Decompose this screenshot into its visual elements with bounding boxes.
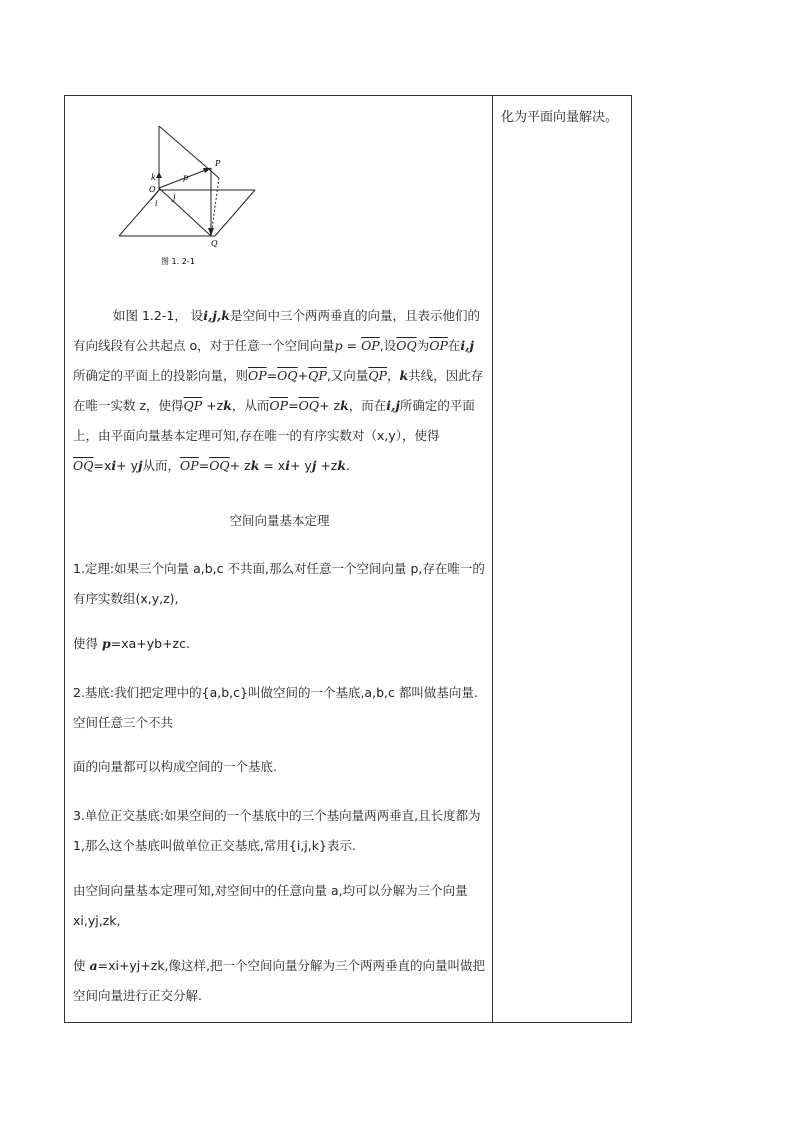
label-j: j: [173, 193, 176, 202]
basis-definition: 2.基底:我们把定理中的{a,b,c}叫做空间的一个基底,a,b,c 都叫做基向量.空间任意三个不共: [73, 685, 478, 730]
label-O: O: [149, 185, 156, 194]
label-Q: Q: [211, 239, 218, 248]
label-i: i: [155, 199, 158, 208]
column-divider: [492, 96, 493, 1022]
label-k: k: [151, 173, 156, 182]
orthonormal-basis-definition: 3.单位正交基底:如果空间的一个基底中的三个基向量两两垂直,且长度都为 1,那么这个基底叫做单位正交基底,常用{i,j,k}表示.: [73, 808, 481, 853]
side-note: 化为平面向量解决。: [501, 110, 619, 125]
basis-definition-cont: 面的向量都可以构成空间的一个基底.: [73, 759, 277, 774]
figure-caption: 图 1. 2-1: [161, 257, 195, 266]
content-table: [64, 95, 632, 1023]
decomposition-text: 由空间向量基本定理可知,对空间中的任意向量 a,均可以分解为三个向量 xi,yj,zk,: [73, 883, 468, 928]
main-cell: [65, 96, 492, 1022]
orthogonal-decomposition: 使 a=xi+yj+zk,像这样,把一个空间向量分解为三个两两垂直的向量叫做把空间向量进行正交分解.: [73, 958, 486, 1003]
theorem-equation: 使得 p=xa+yb+zc.: [73, 636, 190, 651]
paragraph-intro: 如图 1.2-1， 设i,j,k是空间中三个两两垂直的向量，且表示他们的有向线段有公共起点 o，对于任意一个空间向量$p = \overline{OP}$,设$\overline{OQ}$为$\overline{OP}$在i,j所确定的平面上的投影向量，则$\overline{OP}=\overline{OQ}+\overline{QP}$,又向量$\overline{QP}$，k共线，因此存在唯一实数 z，使得$\overline{QP} +zk$，从而$\overline{OP}=\overline{OQ}+$ zk，而在i,j所确定的平面上，由平面向量基本定理可知,存在唯一的有序实数对（x,y），使得$\overline{OQ}=xi+$ yj从而，$\overline{OP}=\overline{OQ}+$ zk = xi+ yj +zk.: [73, 308, 484, 473]
theorem-definition: 1.定理:如果三个向量 a,b,c 不共面,那么对任意一个空间向量 p,存在唯一的有序实数组(x,y,z),: [73, 561, 485, 606]
section-heading: 空间向量基本定理: [229, 513, 330, 528]
label-P: P: [215, 159, 221, 168]
figure-1-2-1: [107, 118, 277, 293]
label-p: p: [183, 173, 189, 182]
